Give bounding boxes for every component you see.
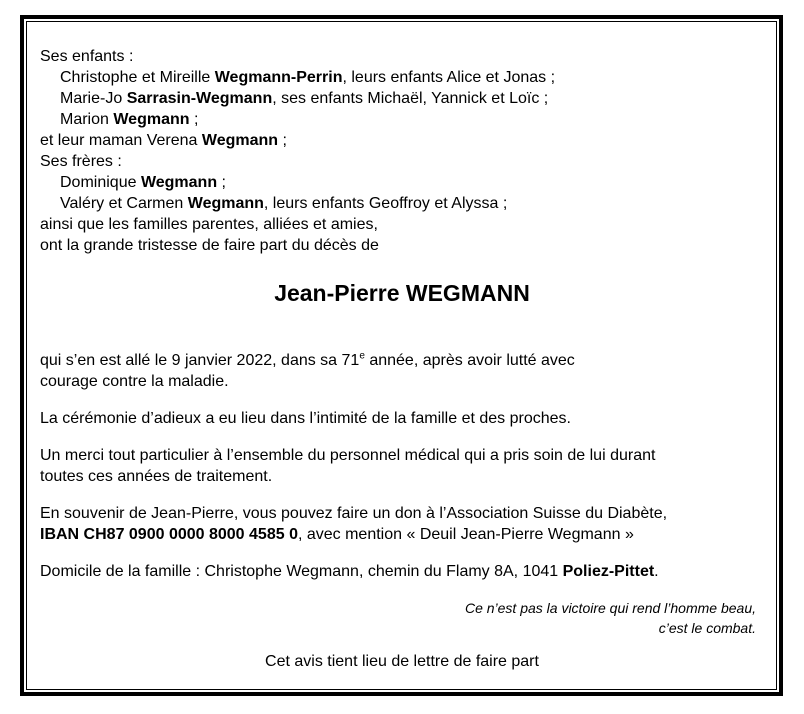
family-line [40,46,764,67]
text-segment: qui s’en est allé le 9 janvier 2022, dans sa 71 [40,352,360,369]
paragraph [40,408,764,429]
bold-text-segment: Wegmann-Perrin [214,69,343,86]
text-segment: année, après avoir lutté avec [364,352,575,369]
text-segment: Dominique [60,174,141,191]
text-segment: Marie-Jo [60,90,127,107]
family-list [40,46,764,256]
text-segment: courage contre la maladie. [40,373,229,390]
text-segment: , leurs enfants Alice et Jonas ; [342,69,556,86]
quote-line: Ce n’est pas la victoire qui rend l’homme beau, [464,600,756,616]
paragraph [40,503,764,545]
family-line [40,88,764,109]
text-segment: Valéry et Carmen [60,195,188,212]
bold-text-segment: Poliez-Pittet [562,563,655,580]
bold-text-segment: Sarrasin-Wegmann [126,90,273,107]
body-paragraphs [40,350,764,582]
family-line [40,130,764,151]
paragraph [40,350,764,392]
paragraph [40,445,764,487]
text-segment: . [654,563,659,580]
document-frame [20,15,783,696]
text-segment: Ses enfants : [40,48,134,65]
bold-text-segment: Wegmann [113,111,190,128]
text-segment: Marion [60,111,114,128]
text-segment: La cérémonie d’adieux a eu lieu dans l’intimité de la famille et des proches. [40,410,571,427]
bold-text-segment: Wegmann [140,174,218,191]
text-segment: Christophe et Mireille [60,69,215,86]
deceased-name: Jean-Pierre WEGMANN [274,280,530,306]
bold-text-segment: IBAN CH87 0900 0000 8000 4585 0 [40,526,298,543]
text-segment: ainsi que les familles parentes, alliées et amies, [40,216,378,233]
text-segment: ont la grande tristesse de faire part du décès de [40,237,379,254]
family-line [40,109,764,130]
quote-line: c’est le combat. [658,620,756,636]
family-line [40,235,764,256]
text-segment: et leur maman Verena [40,132,202,149]
text-segment: ; [217,174,226,191]
family-line [40,214,764,235]
text-segment: , ses enfants Michaël, Yannick et Loïc ; [272,90,549,107]
memorial-quote [40,598,764,638]
family-line [40,193,764,214]
text-segment: , avec mention « Deuil Jean-Pierre Wegmann » [297,526,634,543]
family-line [40,151,764,172]
text-segment: toutes ces années de traitement. [40,468,273,485]
text-segment: ; [278,132,287,149]
text-segment: ; [189,111,199,128]
family-line [40,172,764,193]
family-line [40,67,764,88]
text-segment: En souvenir de Jean-Pierre, vous pouvez faire un don à l’Association Suisse du Diabète, [40,505,668,522]
text-segment: Ses frères : [40,153,122,170]
bold-text-segment: Wegmann [187,195,264,212]
paragraph [40,561,764,582]
superscript-segment: e [359,350,365,362]
closing-line: Cet avis tient lieu de lettre de faire part [265,653,539,670]
text-segment: , leurs enfants Geoffroy et Alyssa ; [263,195,508,212]
text-segment: Un merci tout particulier à l’ensemble du personnel médical qui a pris soin de lui durant [40,447,656,464]
bold-text-segment: Wegmann [201,132,279,149]
obituary-content [27,22,776,672]
document-frame-inner [26,21,777,690]
text-segment: Domicile de la famille : Christophe Wegmann, chemin du Flamy 8A, 1041 [40,563,563,580]
